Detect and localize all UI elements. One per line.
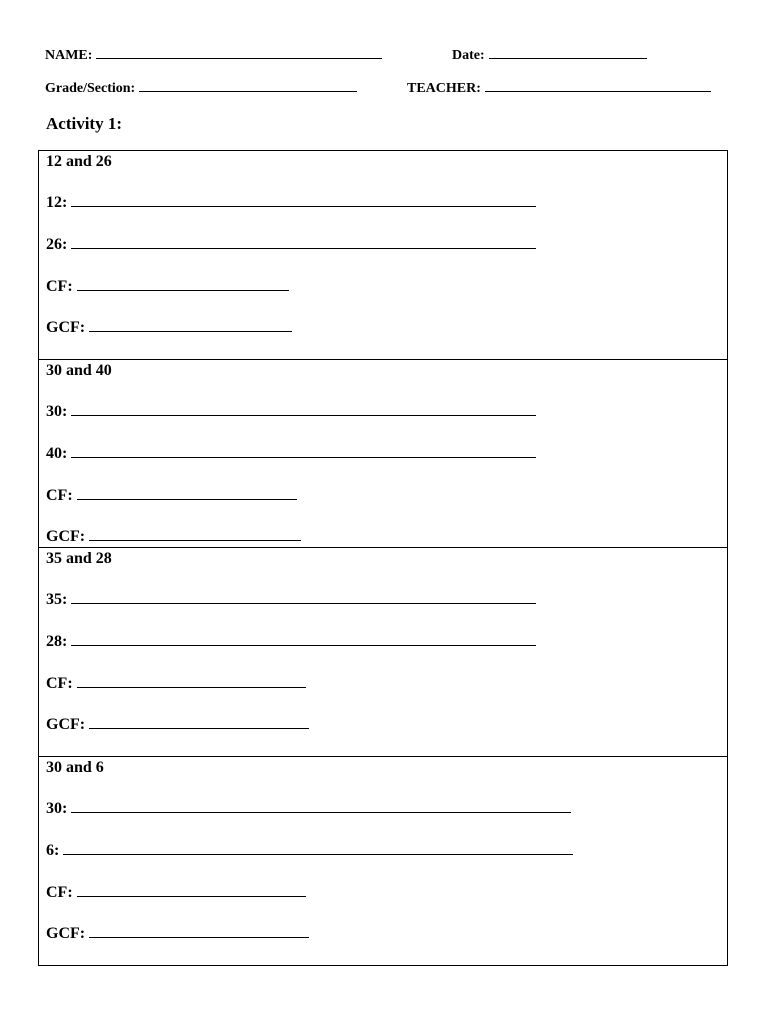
answer-blank[interactable] — [71, 194, 536, 207]
cf-line — [46, 675, 306, 693]
factor-line-first — [46, 403, 536, 421]
gcf-line — [46, 528, 301, 546]
factor-label: 40: — [46, 445, 68, 462]
name-line — [45, 48, 382, 64]
factor-line-second — [46, 236, 536, 254]
problem-title: 35 and 28 — [46, 550, 112, 567]
grade-line — [45, 81, 357, 97]
gcf-label: GCF: — [46, 319, 86, 336]
cf-label: CF: — [46, 884, 73, 901]
teacher-line — [407, 81, 711, 97]
cf-line — [46, 487, 297, 505]
answer-blank[interactable] — [89, 528, 301, 541]
gcf-label: GCF: — [46, 528, 86, 545]
cf-line — [46, 278, 289, 296]
name-blank[interactable] — [96, 48, 382, 59]
teacher-label: TEACHER: — [407, 81, 481, 96]
gcf-line — [46, 319, 292, 337]
answer-blank[interactable] — [71, 445, 536, 458]
answer-blank[interactable] — [71, 633, 536, 646]
answer-blank[interactable] — [77, 884, 306, 897]
problem-box-1 — [38, 150, 728, 360]
cf-label: CF: — [46, 675, 73, 692]
answer-blank[interactable] — [77, 278, 289, 291]
answer-blank[interactable] — [77, 487, 297, 500]
date-line — [452, 48, 647, 64]
factor-line-first — [46, 800, 571, 818]
gcf-label: GCF: — [46, 925, 86, 942]
name-label: NAME: — [45, 48, 93, 63]
answer-blank[interactable] — [89, 716, 309, 729]
answer-blank[interactable] — [71, 591, 536, 604]
factor-label: 12: — [46, 194, 68, 211]
problem-title: 30 and 40 — [46, 362, 112, 379]
cf-line — [46, 884, 306, 902]
answer-blank[interactable] — [71, 800, 571, 813]
gcf-line — [46, 716, 309, 734]
factor-label: 30: — [46, 403, 68, 420]
factor-line-second — [46, 633, 536, 651]
answer-blank[interactable] — [77, 675, 306, 688]
factor-label: 6: — [46, 842, 60, 859]
problem-box-4 — [38, 756, 728, 966]
factor-label: 28: — [46, 633, 68, 650]
date-blank[interactable] — [489, 48, 647, 59]
problem-box-2 — [38, 359, 728, 548]
gcf-line — [46, 925, 309, 943]
date-label: Date: — [452, 48, 485, 63]
factor-line-second — [46, 445, 536, 463]
problem-box-3 — [38, 547, 728, 757]
grade-blank[interactable] — [139, 81, 357, 92]
answer-blank[interactable] — [63, 842, 573, 855]
factor-line-first — [46, 194, 536, 212]
factor-label: 35: — [46, 591, 68, 608]
factor-line-first — [46, 591, 536, 609]
factor-line-second — [46, 842, 573, 860]
cf-label: CF: — [46, 487, 73, 504]
grade-label: Grade/Section: — [45, 81, 136, 96]
answer-blank[interactable] — [89, 319, 292, 332]
problem-title: 12 and 26 — [46, 153, 112, 170]
activity-title: Activity 1: — [46, 114, 123, 133]
gcf-label: GCF: — [46, 716, 86, 733]
teacher-blank[interactable] — [485, 81, 711, 92]
answer-blank[interactable] — [71, 403, 536, 416]
cf-label: CF: — [46, 278, 73, 295]
factor-label: 30: — [46, 800, 68, 817]
factor-label: 26: — [46, 236, 68, 253]
answer-blank[interactable] — [89, 925, 309, 938]
answer-blank[interactable] — [71, 236, 536, 249]
problem-title: 30 and 6 — [46, 759, 104, 776]
